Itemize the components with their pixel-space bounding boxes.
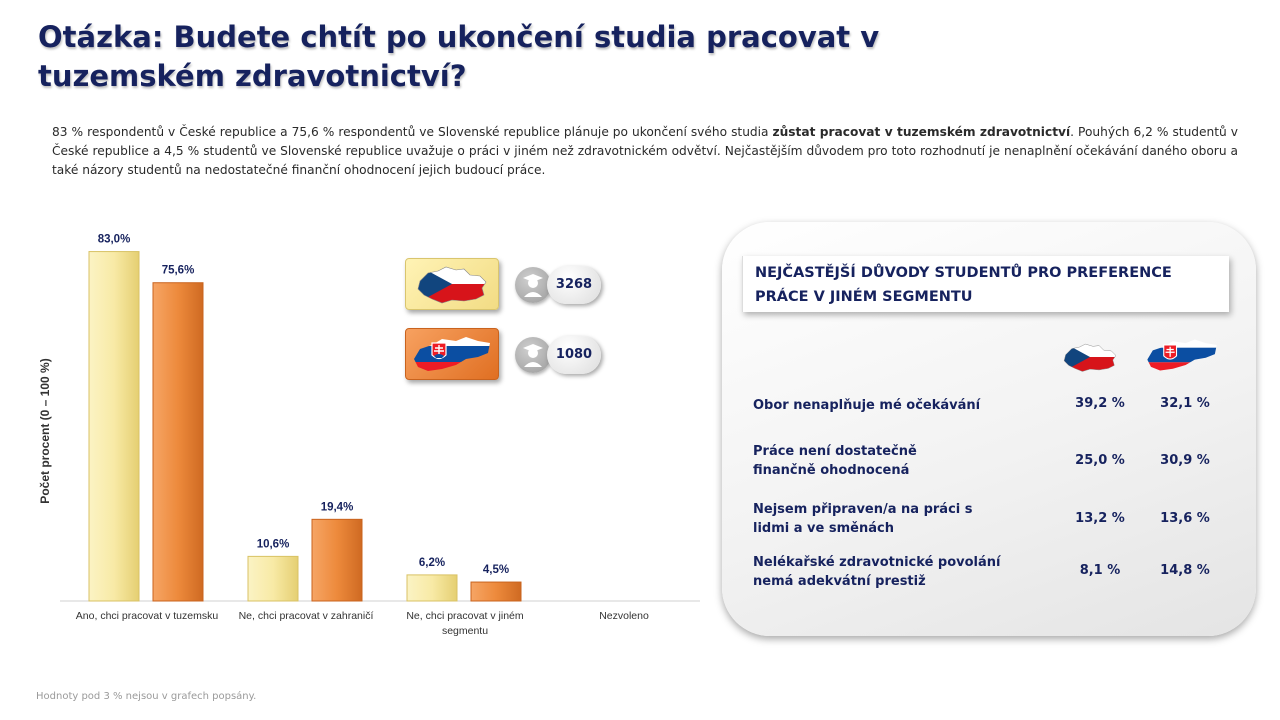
slovak-map-flag-icon bbox=[406, 329, 498, 379]
reason-sk-value: 30,9 % bbox=[1160, 453, 1210, 468]
reason-label: Práce není dostatečně finančně ohodnocená bbox=[753, 444, 917, 478]
intro-text-1: 83 % respondentů v České republice a 75,6 % respondentů ve Slovenské republice plánuje po ukončení svého studia bbox=[52, 125, 773, 139]
bar-value-label: 83,0% bbox=[97, 233, 131, 246]
bar-value-label: 4,5% bbox=[482, 564, 510, 577]
intro-text-2: . Pouhých 6,2 % studentů v České republice a 4,5 % studentů ve Slovenské republice uvažuje o práci v jiném než zdravotnickém odvětví. Nejčastějším důvodem pro toto rozhodnutí je nenaplnění očekávání daného oboru a také názory studentů na nedostatečné finanční ohodnocení jejich budoucí práce. bbox=[52, 125, 1238, 177]
reason-label: Nelékařské zdravotnické povolání nemá adekvátní prestiž bbox=[753, 555, 1001, 589]
reason-label: Nejsem připraven/a na práci s lidmi a ve směnách bbox=[753, 502, 973, 536]
footnote: Hodnoty pod 3 % nejsou v grafech popsány. bbox=[36, 691, 257, 702]
reason-cz-value: 39,2 % bbox=[1075, 396, 1125, 411]
reason-label: Obor nenaplňuje mé očekávání bbox=[753, 398, 981, 413]
reasons-panel-header bbox=[742, 256, 1229, 312]
czech-map-flag-icon bbox=[1055, 336, 1125, 378]
cz-count-badge: 3268 bbox=[547, 266, 601, 304]
reason-sk-value: 32,1 % bbox=[1160, 396, 1210, 411]
bar-cz-1 bbox=[248, 556, 298, 601]
graduate-icon bbox=[515, 337, 551, 373]
reason-sk-value: 14,8 % bbox=[1160, 563, 1210, 578]
bar-cz-0 bbox=[89, 252, 139, 601]
x-tick-label: Nezvoleno bbox=[599, 610, 649, 622]
bar-value-label: 6,2% bbox=[418, 556, 446, 569]
graduate-icon bbox=[515, 267, 551, 303]
reason-cz-value: 13,2 % bbox=[1075, 511, 1125, 526]
slovak-map-flag-icon bbox=[1140, 332, 1224, 378]
intro-paragraph bbox=[52, 123, 1238, 180]
cz-respondent-count bbox=[515, 265, 605, 305]
reason-cz-value: 25,0 % bbox=[1075, 453, 1125, 468]
czech-map-flag-icon bbox=[406, 259, 498, 309]
page-title: Otázka: Budete chtít po ukončení studia pracovat v tuzemském zdravotnictví? bbox=[38, 20, 880, 93]
bar-value-label: 19,4% bbox=[320, 501, 354, 514]
czech-flag-card bbox=[405, 258, 499, 310]
bar-sk-2 bbox=[471, 582, 521, 601]
slovak-flag-card bbox=[405, 328, 499, 380]
bar-value-label: 10,6% bbox=[256, 538, 290, 551]
bar-sk-1 bbox=[312, 519, 362, 601]
bar-sk-0 bbox=[153, 283, 203, 601]
reason-cz-value: 8,1 % bbox=[1079, 563, 1121, 578]
reason-sk-value: 13,6 % bbox=[1160, 511, 1210, 526]
x-tick-label: Ne, chci pracovat v zahraničí bbox=[238, 610, 374, 622]
intro-bold-text: zůstat pracovat v tuzemském zdravotnictví bbox=[772, 125, 1071, 139]
sk-count-badge: 1080 bbox=[547, 336, 601, 374]
bar-value-label: 75,6% bbox=[161, 264, 195, 277]
reasons-panel bbox=[722, 222, 1256, 636]
sk-respondent-count bbox=[515, 335, 605, 375]
x-tick-label: Ne, chci pracovat v jiném segmentu bbox=[406, 610, 524, 637]
y-axis-label: Počet procent (0 – 100 %) bbox=[38, 358, 52, 504]
reasons-panel-title: NEJČASTĚJŠÍ DŮVODY STUDENTŮ PRO PREFERENCE PRÁCE V JINÉM SEGMENTU bbox=[755, 265, 1172, 305]
x-tick-label: Ano, chci pracovat v tuzemsku bbox=[75, 610, 219, 622]
bar-cz-2 bbox=[407, 575, 457, 601]
